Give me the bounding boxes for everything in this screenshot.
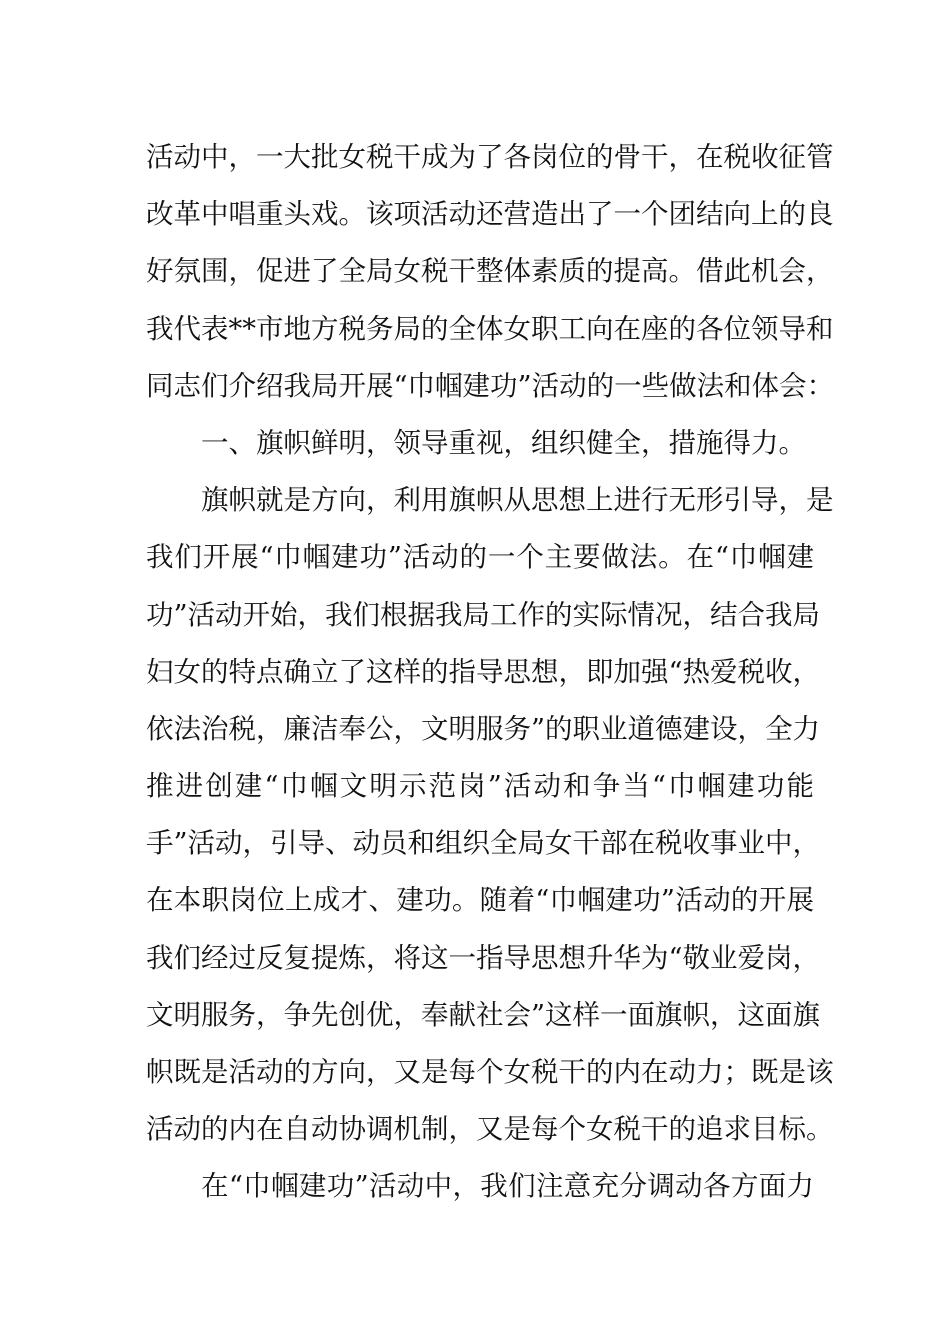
body-text [146,129,835,1216]
section-heading: 一、旗帜鲜明，领导重视，组织健全，措施得力。 [201,426,806,459]
text-line: 活动的内在自动协调机制，又是每个女税干的追求目标。 [146,1113,834,1146]
text-line: 文明服务，争先创优，奉献社会”这样一面旗帜，这面旗 [146,998,821,1031]
text-line: 旗帜就是方向，利用旗帜从思想上进行无形引导，是 [201,484,834,517]
text-line: 我们经过反复提炼，将这一指导思想升华为“敬业爱岗， [146,941,821,974]
text-line: 同志们介绍我局开展“巾帼建功”活动的一些做法和体会： [146,369,835,402]
text-line: 依法治税，廉洁奉公，文明服务”的职业道德建设，全力 [146,712,821,745]
text-line: 好氛围，促进了全局女税干整体素质的提高。借此机会， [146,255,834,288]
text-line: 改革中唱重头戏。该项活动还营造出了一个团结向上的良 [146,198,834,231]
text-line: 帜既是活动的方向，又是每个女税干的内在动力；既是该 [146,1056,834,1088]
text-line: 手”活动，引导、动员和组织全局女干部在税收事业中， [146,827,821,860]
text-line: 我们开展“巾帼建功”活动的一个主要做法。在“巾帼建 [146,541,814,574]
text-line: 在“巾帼建功”活动中，我们注意充分调动各方面力 [201,1170,814,1203]
text-line: 功”活动开始，我们根据我局工作的实际情况，结合我局 [146,598,821,631]
text-line: 在本职岗位上成才、建功。随着“巾帼建功”活动的开展 [146,884,814,917]
text-line: 推进创建“巾帼文明示范岗”活动和争当“巾帼建功能 [146,770,814,803]
text-line: 活动中，一大批女税干成为了各岗位的骨干，在税收征管 [146,141,834,173]
text-line: 我代表**市地方税务局的全体女职工向在座的各位领导和 [146,312,834,345]
text-line: 妇女的特点确立了这样的指导思想，即加强“热爱税收， [146,655,821,688]
